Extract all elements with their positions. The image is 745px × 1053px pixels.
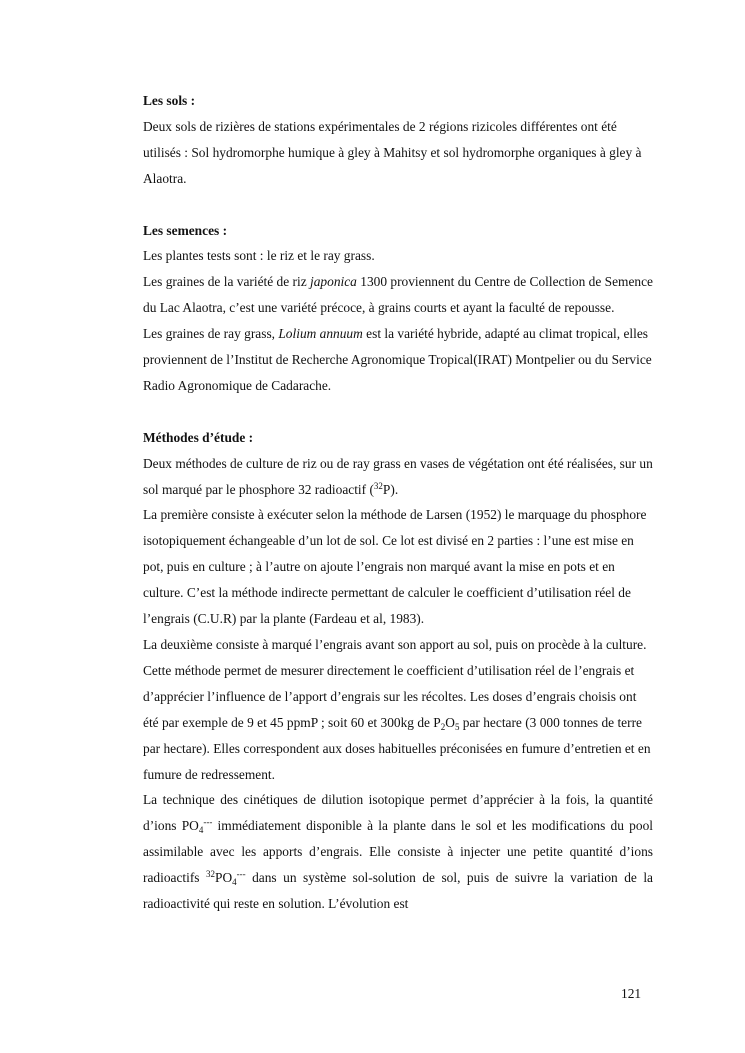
text-run: La deuxième consiste à marqué l’engrais avant son apport au sol, puis on procède à la culture. Cette méthode permet de mesurer directement le coefficient d’utilisation réel de l’engrais et d’apprécier l’influence de l’apport d’engrais sur les récoltes. Les doses d’engrais choisis ont été par exemple de 9 et 45 ppmP ; soit 60 et 300kg de P [143,637,647,730]
section-heading-semences: Les semences : [143,222,228,238]
text-run: par hectare (3 000 tonnes de terre par hectare). Elles correspondent aux doses habituelles préconisées en fumure d’entretien et en fumure de redressement. [143,714,651,782]
text-run: immédiatement disponible à la plante dans le sol et les modifications du pool assimilable avec les apports d’engrais. Elle consiste à injecter une petite quantité d’ions radioactifs [143,818,653,886]
subscript: 2 [440,721,446,732]
text-run: dans un système sol-solution de sol, puis de suivre la variation de la radioactivité qui reste en solution. L’évolution est [143,870,654,912]
paragraph-semences-2 [143,269,653,321]
spacer [143,192,653,218]
spacer [143,399,653,425]
paragraph-semences-1: Les plantes tests sont : le riz et le ray grass. [143,248,375,264]
text-run: Les graines de la variété de riz [143,274,311,290]
paragraph-methodes-1 [143,451,653,503]
section-heading-sols: Les sols : [143,93,196,108]
italic-term: Lolium annuum [278,326,363,342]
superscript: --- [236,869,246,880]
subscript: 4 [198,825,204,836]
page-body [143,88,653,917]
subscript: 5 [454,721,460,732]
italic-term: japonica [310,274,357,290]
section-heading-methodes: Méthodes d’étude : [143,429,254,445]
superscript: 32 [206,869,215,880]
text-run: Deux méthodes de culture de riz ou de ray grass en vases de végétation ont été réalisées, sur un sol marqué par le phosphore 32 radioactif ( [143,455,653,497]
paragraph-methodes-3 [143,632,653,787]
paragraph-methodes-2: La première consiste à exécuter selon la méthode de Larsen (1952) le marquage du phosphore isotopiquement échangeable d’un lot de sol. Ce lot est divisé en 2 parties : l’une est mise en pot, puis en culture ; à l’autre on ajoute l’engrais non marqué avant la mise en pots et en culture. C’est la méthode indirecte permettant de calculer le coefficient d’utilisation réel de l’engrais (C.U.R) par la plante (Fardeau et al, 1983). [143,507,647,627]
text-run: 1300 proviennent du Centre de Collection de Semence du Lac Alaotra, c’est une variété précoce, à grains courts et ayant la faculté de repousse. [143,274,653,316]
superscript: --- [203,817,213,828]
paragraph-semences-3 [143,321,653,399]
text-run: PO [215,870,233,886]
paragraph-sols: Deux sols de rizières de stations expérimentales de 2 régions rizicoles différentes ont été utilisés : Sol hydromorphe humique à gley à Mahitsy et sol hydromorphe organiques à gley à Alaotra. [143,118,642,186]
text-run: La technique des cinétiques de dilution isotopique permet d’apprécier à la fois, la quantité d’ions PO [143,792,653,834]
subscript: 4 [232,877,237,888]
paragraph-methodes-4 [143,787,653,917]
superscript: 32 [373,480,383,491]
text-run: O [445,714,455,730]
text-run: Les graines de ray grass, [143,326,279,342]
text-run: P). [382,481,399,497]
text-run: est la variété hybride, adapté au climat tropical, elles proviennent de l’Institut de Recherche Agronomique Tropical(IRAT) Montpelier ou du Service Radio Agronomique de Cadarache. [143,326,652,393]
page-number: 121 [621,986,642,1001]
